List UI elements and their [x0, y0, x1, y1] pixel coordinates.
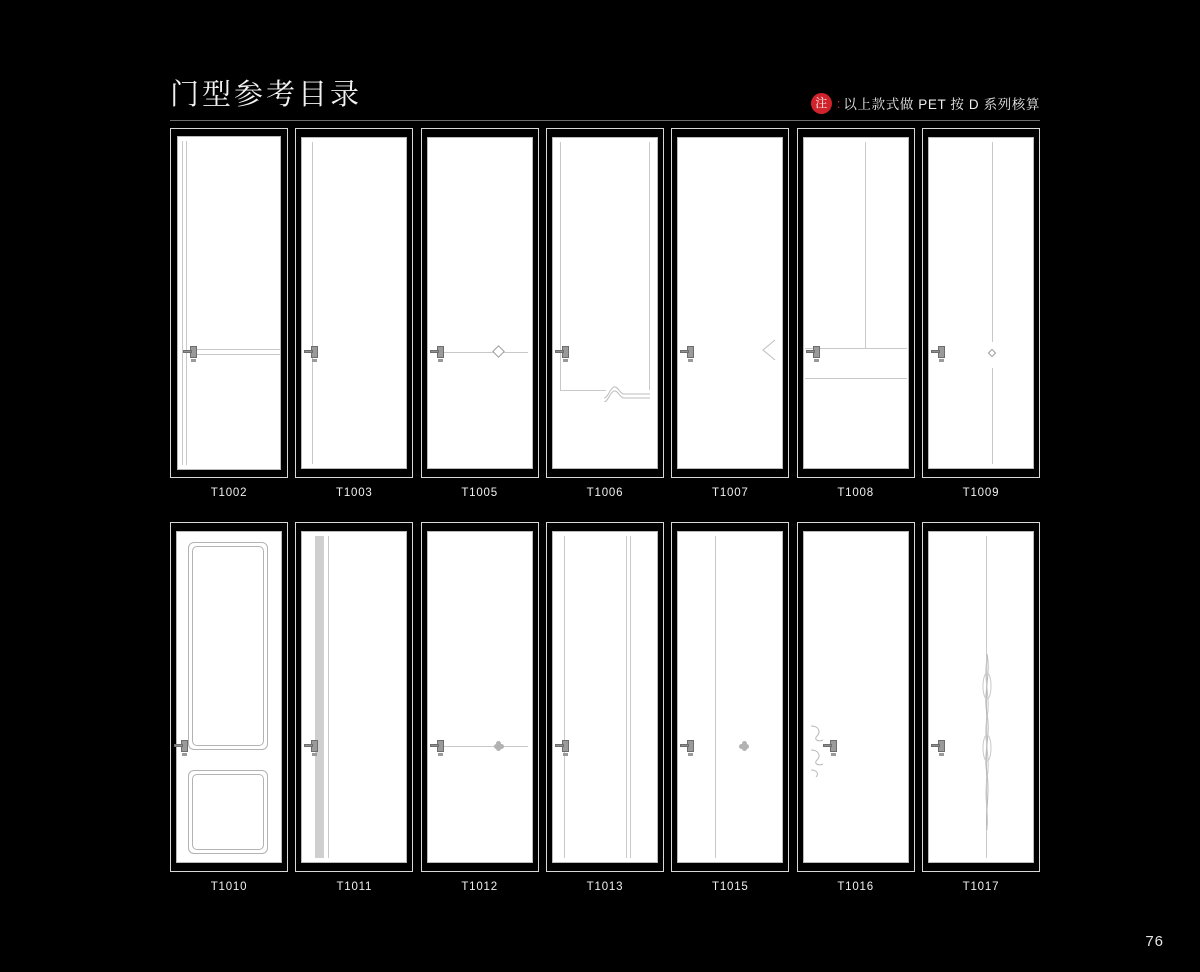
door-code-label: T1009	[962, 487, 1000, 499]
door-drawing-t1005	[421, 128, 539, 478]
door-long-groove	[992, 368, 993, 464]
door-leaf	[803, 531, 909, 863]
door-grid	[170, 128, 1040, 893]
door-card[interactable]	[797, 522, 915, 893]
door-stile-line	[865, 142, 866, 348]
handle-lever-icon	[430, 350, 439, 353]
handle-keyhole-icon	[191, 359, 196, 362]
door-card[interactable]	[546, 522, 664, 893]
door-handle	[174, 740, 196, 752]
handle-keyhole-icon	[312, 753, 317, 756]
door-card[interactable]	[421, 522, 539, 893]
door-card[interactable]	[170, 128, 288, 499]
door-handle	[931, 740, 953, 752]
door-drawing-t1007	[671, 128, 789, 478]
door-leaf	[177, 136, 281, 470]
door-drawing-t1009	[922, 128, 1040, 478]
door-rail-line	[805, 378, 907, 379]
note-colon: :	[836, 95, 841, 111]
door-code-label: T1016	[837, 881, 874, 893]
door-card[interactable]	[295, 128, 413, 499]
door-long-groove	[328, 536, 329, 858]
door-card[interactable]	[170, 522, 288, 893]
door-card[interactable]	[922, 128, 1040, 499]
door-drawing-t1016	[797, 522, 915, 872]
door-handle	[680, 740, 702, 752]
door-long-groove	[715, 536, 716, 858]
door-code-label: T1006	[586, 487, 624, 499]
door-drawing-t1015	[671, 522, 789, 872]
note-text: 以上款式做 PET 按 D 系列核算	[843, 97, 1040, 112]
door-card[interactable]	[671, 128, 789, 499]
door-handle	[304, 740, 326, 752]
door-edge-groove	[186, 141, 187, 465]
handle-keyhole-icon	[831, 753, 836, 756]
door-code-label: T1008	[837, 487, 874, 499]
handle-lever-icon	[823, 744, 832, 747]
wave-base-ornament-icon	[546, 376, 664, 402]
door-leaf	[301, 137, 407, 469]
grey-inlay-band	[315, 536, 324, 858]
page-title: 门型参考目录	[170, 79, 363, 111]
handle-lever-icon	[174, 744, 183, 747]
upper-raised-panel-inner	[192, 546, 264, 746]
flower-ornament-icon	[494, 741, 504, 751]
door-drawing-t1012	[421, 522, 539, 872]
handle-lever-icon	[931, 350, 940, 353]
door-drawing-t1006	[546, 128, 664, 478]
door-drawing-t1013	[546, 522, 664, 872]
door-leaf	[552, 531, 658, 863]
door-card[interactable]	[546, 128, 664, 499]
door-leaf	[928, 137, 1034, 469]
door-edge-groove	[182, 141, 183, 465]
door-drawing-t1002	[170, 128, 288, 478]
door-handle	[304, 346, 326, 358]
door-leaf	[552, 137, 658, 469]
handle-keyhole-icon	[814, 359, 819, 362]
door-drawing-t1003	[295, 128, 413, 478]
door-drawing-t1017	[922, 522, 1040, 872]
door-row-1	[170, 128, 1040, 499]
door-leaf	[677, 137, 783, 469]
handle-keyhole-icon	[438, 753, 443, 756]
door-code-label: T1010	[210, 881, 248, 893]
notch-ornament-icon	[759, 338, 777, 362]
door-card[interactable]	[671, 522, 789, 893]
door-code-label: T1005	[461, 487, 498, 499]
door-leaf	[803, 137, 909, 469]
handle-keyhole-icon	[563, 359, 568, 362]
page-number: 76	[1145, 933, 1164, 950]
door-card[interactable]	[922, 522, 1040, 893]
handle-keyhole-icon	[939, 359, 944, 362]
flower-ornament-icon	[739, 741, 752, 754]
handle-keyhole-icon	[312, 359, 317, 362]
door-drawing-t1010	[170, 522, 288, 872]
door-handle	[680, 346, 702, 358]
door-long-groove	[564, 536, 565, 858]
door-card[interactable]	[295, 522, 413, 893]
door-handle	[823, 740, 845, 752]
door-handle	[806, 346, 828, 358]
handle-keyhole-icon	[688, 753, 693, 756]
handle-lever-icon	[806, 350, 815, 353]
handle-keyhole-icon	[563, 753, 568, 756]
door-handle	[430, 740, 452, 752]
door-handle	[555, 740, 577, 752]
door-card[interactable]	[421, 128, 539, 499]
handle-keyhole-icon	[688, 359, 693, 362]
note-badge-icon: 注	[811, 93, 832, 114]
door-drawing-t1011	[295, 522, 413, 872]
door-code-label: T1007	[712, 487, 749, 499]
handle-keyhole-icon	[438, 359, 443, 362]
handle-lever-icon	[680, 350, 689, 353]
handle-lever-icon	[555, 350, 564, 353]
handle-keyhole-icon	[182, 753, 187, 756]
door-long-groove	[649, 142, 650, 390]
handle-keyhole-icon	[939, 753, 944, 756]
lower-raised-panel-inner	[192, 774, 264, 850]
door-long-groove	[626, 536, 627, 858]
door-card[interactable]	[797, 128, 915, 499]
handle-lever-icon	[931, 744, 940, 747]
door-long-groove	[312, 142, 313, 464]
door-handle	[430, 346, 452, 358]
note-annotation	[811, 92, 1040, 114]
handle-lever-icon	[304, 744, 313, 747]
door-code-label: T1011	[336, 881, 373, 893]
door-drawing-t1008	[797, 128, 915, 478]
handle-lever-icon	[183, 350, 192, 353]
door-leaf	[427, 137, 533, 469]
door-code-label: T1002	[210, 487, 248, 499]
door-code-label: T1012	[461, 881, 498, 893]
handle-lever-icon	[555, 744, 564, 747]
door-row-2	[170, 522, 1040, 893]
door-long-groove	[630, 536, 631, 858]
door-handle	[555, 346, 577, 358]
door-code-label: T1013	[586, 881, 624, 893]
page-header	[170, 78, 1040, 120]
door-long-groove	[992, 142, 993, 342]
door-handle	[931, 346, 953, 358]
door-code-label: T1017	[962, 881, 1000, 893]
door-code-label: T1003	[336, 487, 373, 499]
door-code-label: T1015	[712, 881, 749, 893]
handle-lever-icon	[680, 744, 689, 747]
door-handle	[183, 346, 205, 358]
header-divider	[170, 120, 1040, 121]
handle-lever-icon	[430, 744, 439, 747]
carved-inlay-icon	[977, 652, 997, 832]
handle-lever-icon	[304, 350, 313, 353]
door-leaf	[427, 531, 533, 863]
door-leaf	[677, 531, 783, 863]
